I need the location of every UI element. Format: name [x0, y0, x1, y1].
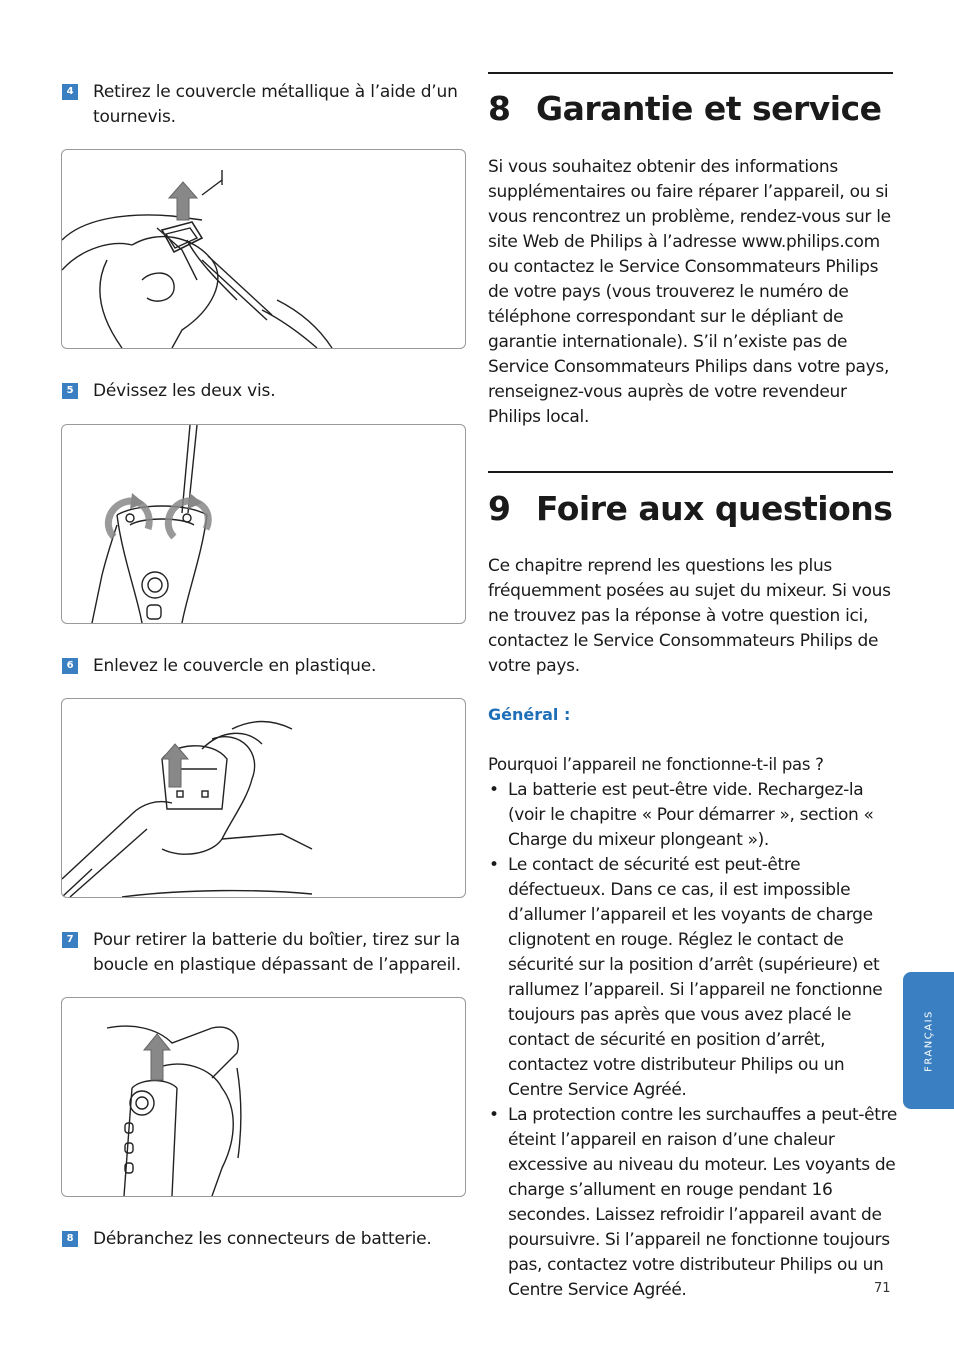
answer-text: La protection contre les surchauffes a peut-être éteint l’appareil en raison d’une chaleur excessive au niveau du moteur. Les voyants de charge s’allument en rouge pendant 16 secondes. Laissez refroidir l’appareil avant de poursuivre. Si l’appareil ne fonctionne toujours pas, contactez votre distributeur Philips ou un Centre Service Agréé. [508, 1105, 897, 1300]
step-number: 5 [62, 383, 78, 399]
page-number: 71 [874, 1281, 891, 1296]
bullet: • [489, 1105, 499, 1125]
section-title: Foire aux questions [536, 489, 893, 528]
section-9-intro: Ce chapitre reprend les questions les plus fréquemment posées au sujet du mixeur. Si vous ne trouvez pas la réponse à votre question ici, contactez le Service Consommateurs Philips de votre pays. [488, 556, 891, 676]
step-text: Dévissez les deux vis. [93, 381, 276, 401]
section-number: 8 [488, 89, 511, 128]
figure-remove-plastic-cover [61, 698, 466, 898]
step-text: Retirez le couvercle métallique à l’aide d’un tournevis. [93, 82, 458, 127]
step-4 [62, 80, 462, 130]
remove-battery-illustration [62, 998, 465, 1196]
step-number: 4 [62, 84, 78, 100]
step-5 [62, 379, 462, 404]
figure-unscrew-screws [61, 424, 466, 624]
figure-remove-battery [61, 997, 466, 1197]
language-tab-label: FRANÇAIS [923, 1009, 934, 1072]
section-8-rule [488, 72, 893, 74]
language-tab [903, 972, 954, 1109]
section-9-heading [488, 489, 898, 528]
answer-text: La batterie est peut-être vide. Rechargez-la (voir le chapitre « Pour démarrer », section « Charge du mixeur plongeant »). [508, 780, 874, 850]
section-8-body: Si vous souhaitez obtenir des informations supplémentaires ou faire réparer l’appareil, ou si vous rencontrez un problème, rendez-vous sur le site Web de Philips à l’adresse www.philips.com ou contactez le Service Consommateurs Philips de votre pays (vous trouverez le numéro de téléphone correspondant sur le dépliant de garantie internationale). S’il n’existe pas de Service Consommateurs Philips dans votre pays, renseignez-vous auprès de votre revendeur Philips local. [488, 157, 891, 427]
step-7 [62, 928, 462, 978]
remove-plastic-cover-illustration [62, 699, 465, 897]
bullet: • [489, 855, 499, 875]
step-text: Pour retirer la batterie du boîtier, tirez sur la boucle en plastique dépassant de l’appareil. [93, 930, 461, 975]
section-9-rule [488, 471, 893, 473]
remove-cover-illustration [62, 150, 465, 348]
answer-text: Le contact de sécurité est peut-être défectueux. Dans ce cas, il est impossible d’allumer l’appareil et les voyants de charge clignotent en rouge. Réglez le contact de sécurité sur la position d’arrêt (supérieure) et rallumez l’appareil. Si l’appareil ne fonctionne toujours pas après que vous avez placé le contact de sécurité en position d’arrêt, contactez votre distributeur Philips ou un Centre Service Agréé. [508, 855, 883, 1100]
step-number: 6 [62, 658, 78, 674]
figure-remove-metal-cover [61, 149, 466, 349]
unscrew-illustration [62, 425, 465, 623]
step-text: Débranchez les connecteurs de batterie. [93, 1229, 432, 1249]
step-6 [62, 654, 462, 679]
step-text: Enlevez le couvercle en plastique. [93, 656, 377, 676]
faq-subheading: Général : [488, 705, 571, 724]
section-8-heading [488, 89, 898, 128]
section-number: 9 [488, 489, 511, 528]
bullet: • [489, 780, 499, 800]
list-item [488, 1103, 898, 1303]
list-item [488, 778, 898, 853]
section-title: Garantie et service [536, 89, 882, 128]
step-8 [62, 1227, 462, 1252]
faq-answer-list [488, 778, 898, 1303]
step-number: 7 [62, 932, 78, 948]
faq-question: Pourquoi l’appareil ne fonctionne-t-il pas ? [488, 755, 824, 774]
list-item [488, 853, 898, 1103]
step-number: 8 [62, 1231, 78, 1247]
